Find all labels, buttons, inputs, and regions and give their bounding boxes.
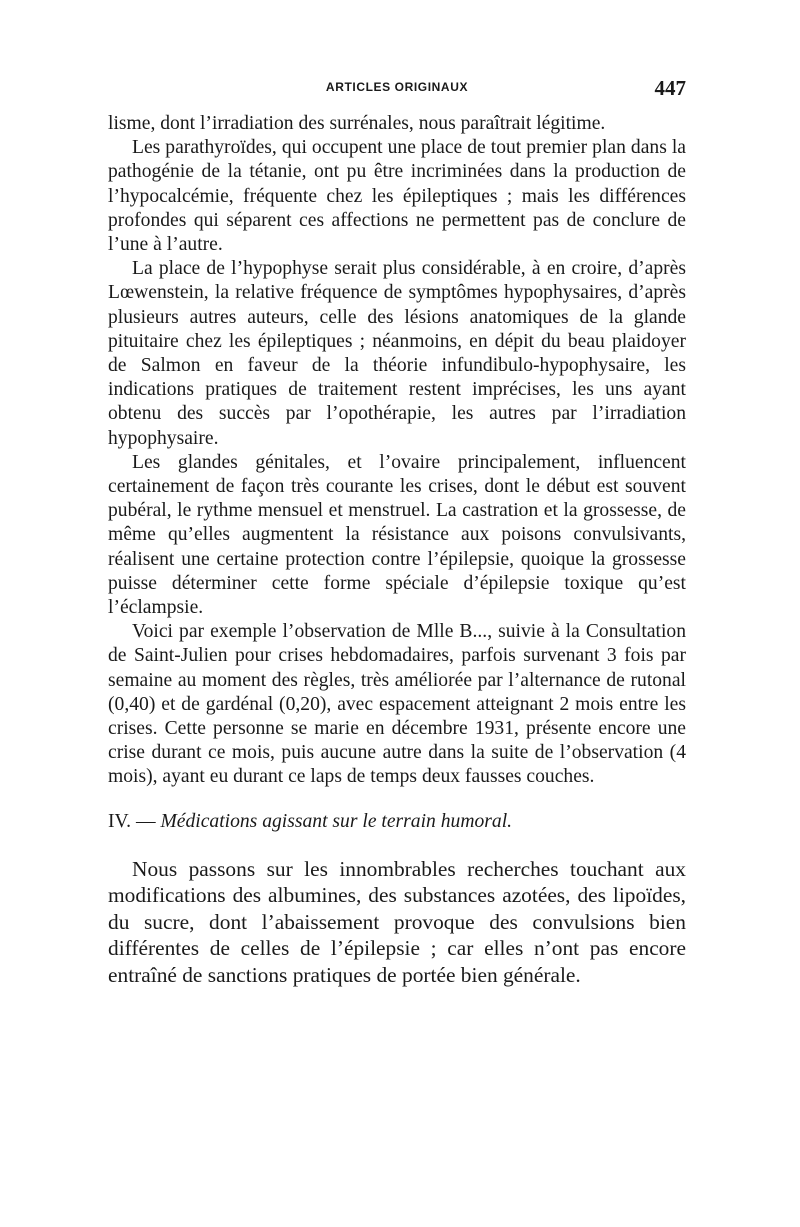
paragraph-parathyroides: Les parathyroïdes, qui occupent une place de tout premier plan dans la pathogénie de la tétanie, ont pu être incriminées dans la production de l’hypocalcémie, fréquente chez les épileptiques ; mais les différences profondes qui séparent ces affections ne permettent pas de conclure de l’une à l’autre. [108,137,686,256]
paragraph-hypophyse: La place de l’hypophyse serait plus considérable, à en croire, d’après Lœwenstein, la relative fréquence de symptômes hypophysaires, d’après plusieurs autres auteurs, celle des lésions anatomiques de la glande pituitaire chez les épileptiques ; néanmoins, en dépit du beau plaidoyer de Salmon en faveur de la théorie infundibulo-hypophysaire, les indications pratiques de traitement restent imprécises, les uns ayant obtenu des succès par l’opothérapie, les autres par l’irradiation hypophysaire. [108,258,686,449]
section-heading [108,810,686,834]
paragraph-observation: Voici par exemple l’observation de Mlle B..., suivie à la Consultation de Saint-Julien pour crises hebdomadaires, parfois survenant 3 fois par semaine au moment des règles, très améliorée par l’alternance de rutonal (0,40) et de gardénal (0,20), avec espacement atteignant 2 mois entre les crises. Cette personne se marie en décembre 1931, présente encore une crise durant ce mois, puis aucune autre dans la suite de l’observation (4 mois), ayant eu durant ce laps de temps deux fausses couches. [108,621,686,788]
paragraph-continuation: lisme, dont l’irradiation des surrénales, nous paraîtrait légitime. [108,113,606,134]
running-header [108,76,686,100]
paragraph-glandes-genitales: Les glandes génitales, et l’ovaire principalement, influencent certainement de façon très courante les crises, dont le début est souvent pubéral, le rythme mensuel et menstruel. La castration et la grossesse, de même qu’elles augmentent la résistance aux poisons convulsivants, réalisent une certaine protection contre l’épilepsie, quoique la grossesse puisse déterminer cette forme spéciale d’épilepsie toxique qu’est l’éclampsie. [108,451,686,619]
body-text [108,112,686,988]
running-title: ARTICLES ORIGINAUX [325,80,469,94]
section-title: Médications agissant sur le terrain humoral. [160,810,513,832]
page-number: 447 [654,76,686,100]
paragraph-recherches: Nous passons sur les innombrables recherches touchant aux modifications des albumines, des substances azotées, des lipoïdes, du sucre, dont l’abaissement provoque des convulsions bien différentes de celles de l’épilepsie ; car elles n’ont pas encore entraîné de sanctions pratiques de portée bien générale. [108,856,686,987]
section-number: IV. — [108,810,156,832]
